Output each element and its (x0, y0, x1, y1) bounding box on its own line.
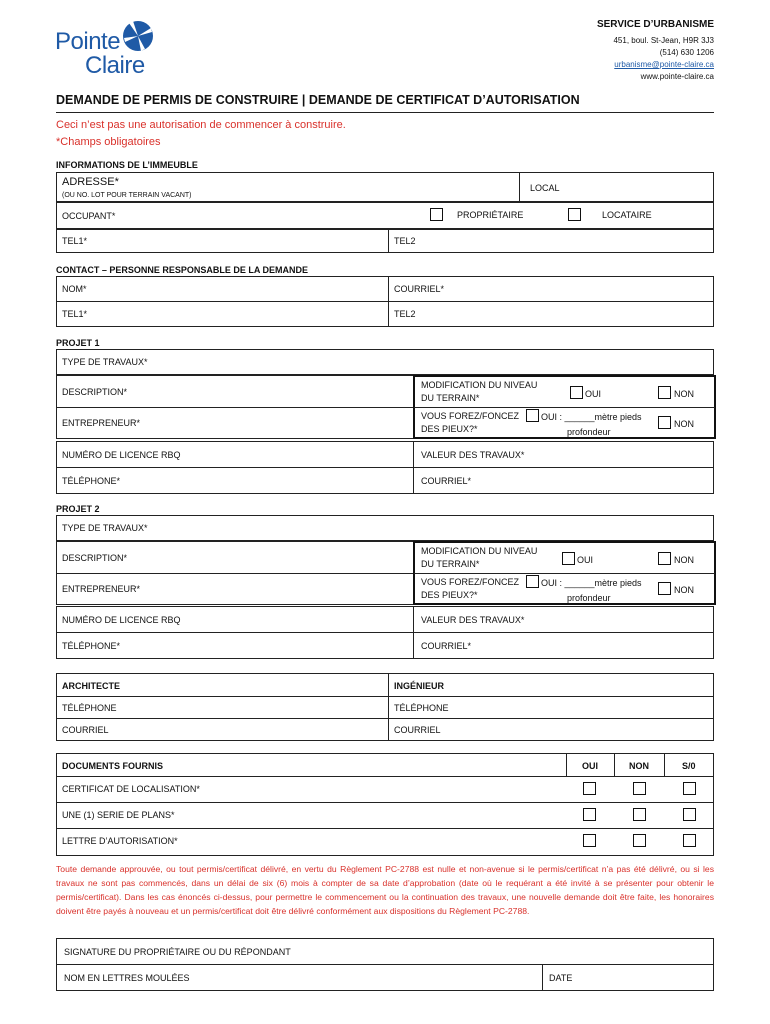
projet1-pieux-oui-label: OUI : ______mètre pieds (541, 412, 642, 422)
projet2-pieux-non-checkbox[interactable] (658, 582, 671, 595)
date-label: DATE (549, 973, 573, 983)
projet2-pieux-oui-checkbox[interactable] (526, 575, 539, 588)
doc3-non-checkbox[interactable] (633, 834, 646, 847)
warning-text: Ceci n’est pas une autorisation de commencer à construire. (56, 119, 346, 131)
signature-label: SIGNATURE DU PROPRIÉTAIRE OU DU RÉPONDANT (64, 947, 291, 957)
contact-tel1-label: TEL1* (62, 309, 88, 319)
projet1-modif-non-checkbox[interactable] (658, 386, 671, 399)
documents-col-non: NON (629, 761, 649, 771)
service-contact (597, 19, 714, 83)
projet1-modif-label2: DU TERRAIN* (421, 393, 480, 403)
proprietaire-checkbox[interactable] (430, 208, 443, 221)
projet1-modif-non-label: NON (674, 389, 694, 399)
projet2-modif-non-label: NON (674, 555, 694, 565)
projet2-pieux-label2: DES PIEUX?* (421, 590, 478, 600)
required-note: *Champs obligatoires (56, 136, 161, 148)
projet2-modif-non-checkbox[interactable] (658, 552, 671, 565)
projet2-courriel-label: COURRIEL* (421, 641, 472, 651)
projet2-type-field[interactable] (56, 515, 714, 541)
section-contact-heading: CONTACT – PERSONNE RESPONSABLE DE LA DEMANDE (56, 265, 309, 275)
title-divider (56, 112, 714, 113)
proprietaire-label: PROPRIÉTAIRE (457, 210, 524, 220)
projet1-valeur-label: VALEUR DES TRAVAUX* (421, 450, 525, 460)
doc1-so-checkbox[interactable] (683, 782, 696, 795)
doc1-non-checkbox[interactable] (633, 782, 646, 795)
contact-tel2-label: TEL2 (394, 309, 416, 319)
projet2-description-label: DESCRIPTION* (62, 553, 128, 563)
projet1-pieux-non-checkbox[interactable] (658, 416, 671, 429)
projet1-modif-oui-checkbox[interactable] (570, 386, 583, 399)
section-immeuble-heading: INFORMATIONS DE L’IMMEUBLE (56, 160, 198, 170)
projet2-type-label: TYPE DE TRAVAUX* (62, 523, 148, 533)
doc2-so-checkbox[interactable] (683, 808, 696, 821)
local-label: LOCAL (530, 183, 560, 193)
projet2-terrain-divider (414, 573, 715, 574)
projet2-modif-oui-checkbox[interactable] (562, 552, 575, 565)
documents-row-line-1 (56, 776, 714, 777)
contact-tel1-field[interactable] (56, 301, 389, 327)
projet2-pieux-label1: VOUS FOREZ/FONCEZ (421, 577, 520, 587)
projet2-heading: PROJET 2 (56, 504, 100, 514)
projet2-modif-label2: DU TERRAIN* (421, 559, 480, 569)
tel1-field[interactable] (56, 229, 389, 253)
logo-text-line2: Claire (85, 52, 145, 79)
projet1-pieux-label1: VOUS FOREZ/FONCEZ (421, 411, 520, 421)
service-address: 451, boul. St-Jean, H9R 3J3 (613, 36, 714, 45)
projet1-description-label: DESCRIPTION* (62, 387, 128, 397)
tel1-label: TEL1* (62, 236, 88, 246)
service-phone: (514) 630 1206 (659, 48, 714, 57)
documents-col-oui: OUI (582, 761, 599, 771)
architecte-telephone-label: TÉLÉPHONE (62, 703, 117, 713)
logo-text-line1: Pointe (55, 28, 121, 55)
doc1-oui-checkbox[interactable] (583, 782, 596, 795)
projet2-modif-label1: MODIFICATION DU NIVEAU (421, 546, 538, 556)
projet1-terrain-divider (414, 407, 715, 408)
projet1-modif-oui-label: OUI (585, 389, 602, 399)
ingenieur-courriel-label: COURRIEL (394, 725, 441, 735)
tel2-label: TEL2 (394, 236, 416, 246)
locataire-label: LOCATAIRE (602, 210, 652, 220)
service-name: SERVICE D’URBANISME (596, 19, 714, 30)
documents-col-line-3 (664, 753, 665, 776)
projet2-valeur-label: VALEUR DES TRAVAUX* (421, 615, 525, 625)
architecte-label: ARCHITECTE (62, 681, 120, 691)
logo (55, 18, 165, 80)
documents-col-so: S/0 (682, 761, 696, 771)
projet2-licence-label: NUMÉRO DE LICENCE RBQ (62, 615, 181, 625)
form-title: DEMANDE DE PERMIS DE CONSTRUIRE | DEMANDE DE CERTIFICAT D’AUTORISATION (56, 93, 580, 107)
documents-col-line-2 (614, 753, 615, 776)
projet1-pieux-non-label: NON (674, 419, 694, 429)
occupant-label: OCCUPANT* (62, 211, 116, 221)
architecte-courriel-label: COURRIEL (62, 725, 109, 735)
projet2-pieux-oui-label: OUI : ______mètre pieds (541, 578, 642, 588)
projet2-entrepreneur-label: ENTREPRENEUR* (62, 584, 141, 594)
doc2-non-checkbox[interactable] (633, 808, 646, 821)
tel2-field[interactable] (388, 229, 714, 253)
documents-col-line-1 (566, 753, 567, 776)
projet1-entrepreneur-label: ENTREPRENEUR* (62, 418, 141, 428)
projet2-modif-oui-label: OUI (577, 555, 594, 565)
legal-notice: Toute demande approuvée, ou tout permis/certificat délivré, en vertu du Règlement PC-2788 est nulle et non-avenue si le permis/certificat n’a pas été délivré, ou si les travaux ne sont pas commencés, dans un délai de six (6) mois à compter de sa date d’approbation (date où le requérant a été invité à se présenter pour obtenir le permis/certificat). Dans les cas énoncés ci-dessus, pour permettre le commencement ou la continuation des travaux, une nouvelle demande doit être faite, les honoraires doivent être payés à nouveau et un permis/certificat doit être délivré conformément aux dispositions du Règlement PC-2788. (56, 864, 714, 916)
nom-lettres-label: NOM EN LETTRES MOULÉES (64, 973, 190, 983)
projet1-type-field[interactable] (56, 349, 714, 375)
projet2-telephone-label: TÉLÉPHONE* (62, 641, 121, 651)
courriel-label: COURRIEL* (394, 284, 445, 294)
projet1-type-label: TYPE DE TRAVAUX* (62, 357, 148, 367)
document-row-label: LETTRE D’AUTORISATION* (62, 836, 178, 846)
projet1-heading: PROJET 1 (56, 338, 100, 348)
nom-label: NOM* (62, 284, 87, 294)
projet1-pieux-label2: DES PIEUX?* (421, 424, 478, 434)
doc3-oui-checkbox[interactable] (583, 834, 596, 847)
projet1-modif-label1: MODIFICATION DU NIVEAU (421, 380, 538, 390)
documents-heading: DOCUMENTS FOURNIS (62, 761, 163, 771)
projet2-pieux-non-label: NON (674, 585, 694, 595)
projet2-profondeur-label: profondeur (567, 593, 611, 603)
service-website: www.pointe-claire.ca (640, 72, 714, 81)
windmill-logo-icon (119, 18, 157, 54)
documents-row-line-3 (56, 828, 714, 829)
projet1-profondeur-label: profondeur (567, 427, 611, 437)
nom-field[interactable] (56, 276, 389, 302)
document-row-label: UNE (1) SERIE DE PLANS* (62, 810, 175, 820)
projet1-telephone-label: TÉLÉPHONE* (62, 476, 121, 486)
doc2-oui-checkbox[interactable] (583, 808, 596, 821)
ingenieur-label: INGÉNIEUR (394, 681, 445, 691)
ingenieur-telephone-label: TÉLÉPHONE (394, 703, 449, 713)
contact-tel2-field[interactable] (388, 301, 714, 327)
locataire-checkbox[interactable] (568, 208, 581, 221)
documents-row-line-2 (56, 802, 714, 803)
doc3-so-checkbox[interactable] (683, 834, 696, 847)
adresse-sublabel: (OU NO. LOT POUR TERRAIN VACANT) (62, 192, 192, 199)
projet1-courriel-label: COURRIEL* (421, 476, 472, 486)
adresse-label: ADRESSE* (62, 176, 119, 188)
projet1-pieux-oui-checkbox[interactable] (526, 409, 539, 422)
document-row-label: CERTIFICAT DE LOCALISATION* (62, 784, 200, 794)
service-email-link[interactable]: urbanisme@pointe-claire.ca (614, 60, 714, 69)
projet1-licence-label: NUMÉRO DE LICENCE RBQ (62, 450, 181, 460)
